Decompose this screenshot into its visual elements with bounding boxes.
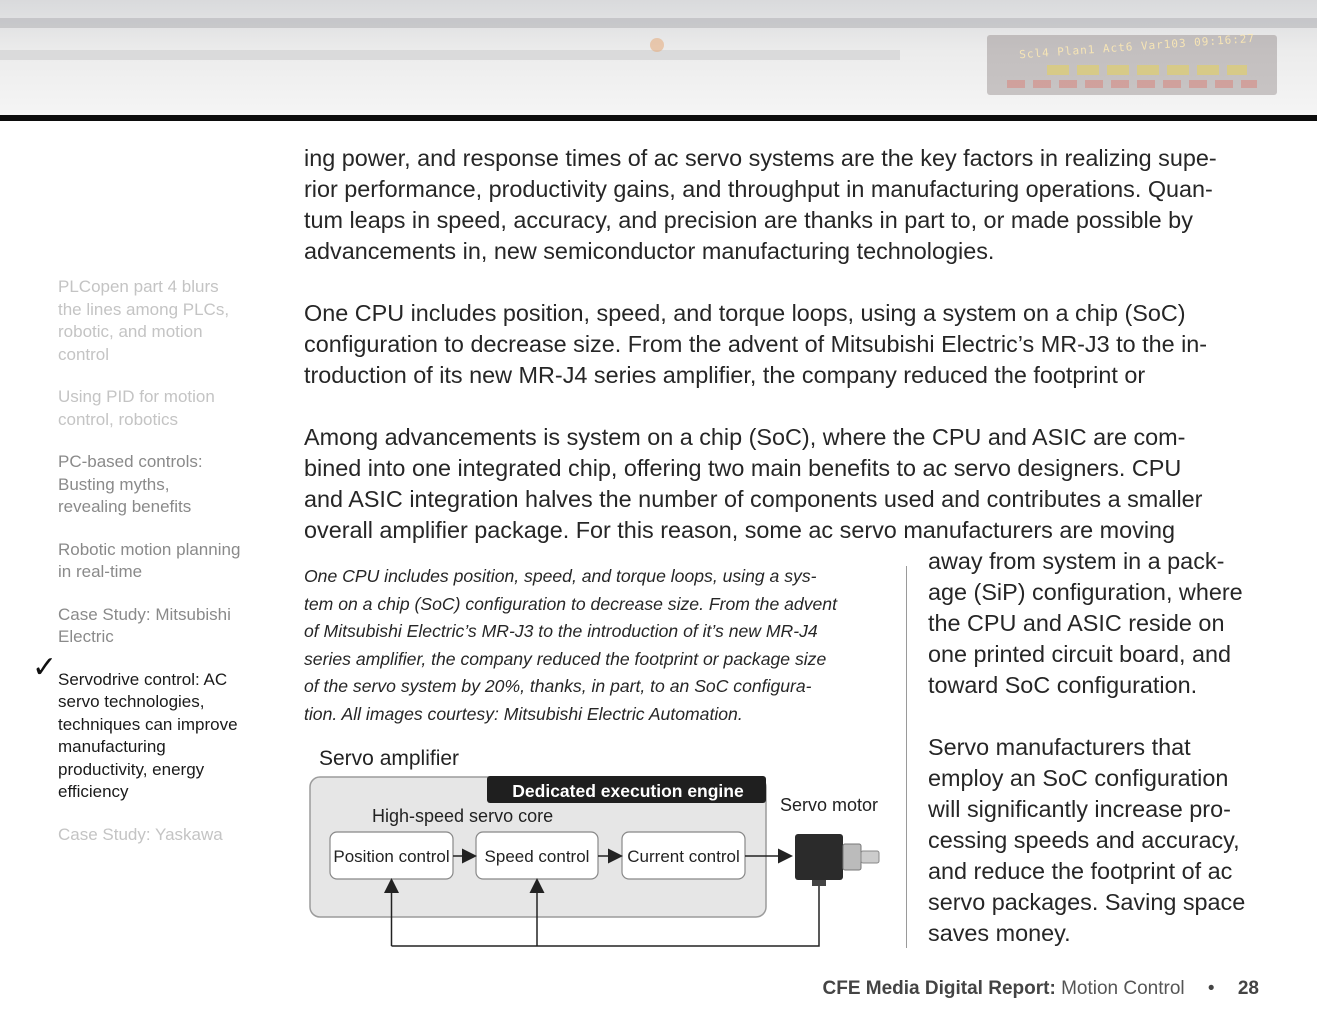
block-label: Speed control [484,847,590,866]
paragraph [304,143,1264,267]
toc-item-pc-based[interactable] [58,451,243,519]
caption-line: tem on a chip (SoC) configuration to decrease size. From the advent [304,593,837,614]
text-line: overall amplifier package. For this reason, some ac servo manufacturers are moving [304,517,1176,543]
block-label: Current control [627,847,740,866]
text-line: ing power, and response times of ac servo systems are the key factors in realizing supe- [304,145,1217,171]
toc-item-label: Servodrive control: AC servo technologies, techniques can improve manufacturing productivity, energy efficiency [58,669,238,801]
article-body-right-column [928,546,1268,949]
caption-line: One CPU includes position, speed, and torque loops, using a sys- [304,566,817,586]
page-footer [823,978,1260,1000]
text-line: advancements in, new semiconductor manufacturing technologies. [304,238,995,264]
figure-caption [304,563,899,728]
caption-line: of Mitsubishi Electric’s MR-J3 to the introduction of it’s new MR-J4 [304,621,818,641]
paragraph [304,422,1264,546]
ceiling-beam [0,18,1317,28]
page-number: 28 [1237,978,1259,999]
diagram-title: Servo amplifier [319,747,460,770]
column-divider [906,566,907,948]
checkmark-icon: ✓ [32,650,58,684]
header-rule [0,115,1317,121]
core-label: High-speed servo core [372,806,554,826]
text-line: Servo manufacturers that [928,734,1191,760]
servo-amplifier-diagram [306,740,896,955]
toc-item-label: PLCopen part 4 blurs the lines among PLCs, robotic, and motion control [58,277,230,364]
text-line: away from system in a pack- [928,548,1225,574]
toc-item-robotic-motion[interactable] [58,539,243,584]
text-line: saves money. [928,920,1071,946]
text-line: one printed circuit board, and [928,641,1231,667]
header-banner-image [0,0,1317,116]
text-line: age (SiP) configuration, where [928,579,1243,605]
servo-motor-icon [795,834,879,886]
text-line: troduction of its new MR-J4 series amplifier, the company reduced the footprint or [304,362,1146,388]
block-label: Position control [333,847,450,866]
toc-item-label: Using PID for motion control, robotics [58,387,215,429]
text-line: the CPU and ASIC reside on [928,610,1225,636]
caption-line: tion. All images courtesy: Mitsubishi Electric Automation. [304,703,743,724]
article-body [304,143,1264,577]
caption-line: of the servo system by 20%, thanks, in part, to an SoC configura- [304,676,812,696]
text-line: rior performance, productivity gains, and throughput in manufacturing operations. Quan- [304,176,1213,202]
text-line: toward SoC configuration. [928,672,1198,698]
text-line: employ an SoC configuration [928,765,1229,791]
toc-item-label: PC-based controls: Busting myths, revealing benefits [58,452,203,516]
text-line: cessing speeds and accuracy, [928,827,1240,853]
paragraph [304,298,1264,391]
text-line: and reduce the footprint of ac [928,858,1233,884]
sidebar-toc [32,276,243,866]
motor-label: Servo motor [780,795,879,815]
footer-brand: CFE Media Digital Report: [822,978,1056,999]
text-line: bined into one integrated chip, offering two main benefits to ac servo designers. CPU [304,455,1182,481]
toc-item-servodrive[interactable] [32,650,243,804]
toc-item-plcopen[interactable] [58,276,243,366]
toc-item-case-study-mitsubishi[interactable] [58,604,243,649]
text-line: will significantly increase pro- [928,796,1231,822]
toc-item-label: Robotic motion planning in real-time [58,539,241,581]
caption-line: series amplifier, the company reduced the footprint or package size [304,648,827,669]
toc-item-label: Case Study: Mitsubishi Electric [58,604,231,646]
toc-item-case-study-yaskawa[interactable] [58,824,243,847]
text-line: One CPU includes position, speed, and torque loops, using a system on a chip (SoC) [304,300,1186,326]
text-line: Among advancements is system on a chip (SoC), where the CPU and ASIC are com- [304,424,1186,450]
footer-section: Motion Control [1061,978,1185,999]
status-board-text: Scl4 Plan1 Act6 Var103 09:16:27 [1018,31,1256,62]
ceiling-beam [0,50,900,60]
text-line: and ASIC integration halves the number of components used and contributes a smaller [304,486,1203,512]
toc-item-pid[interactable] [58,386,243,431]
crane-hook [650,38,664,52]
footer-separator: • [1207,978,1215,999]
text-line: servo packages. Saving space [928,889,1246,915]
engine-label: Dedicated execution engine [512,781,744,801]
text-line: configuration to decrease size. From the advent of Mitsubishi Electric’s MR-J3 to the in- [304,331,1208,357]
toc-item-label: Case Study: Yaskawa [58,824,223,844]
text-line: tum leaps in speed, accuracy, and precision are thanks in part to, or made possible by [304,207,1193,233]
